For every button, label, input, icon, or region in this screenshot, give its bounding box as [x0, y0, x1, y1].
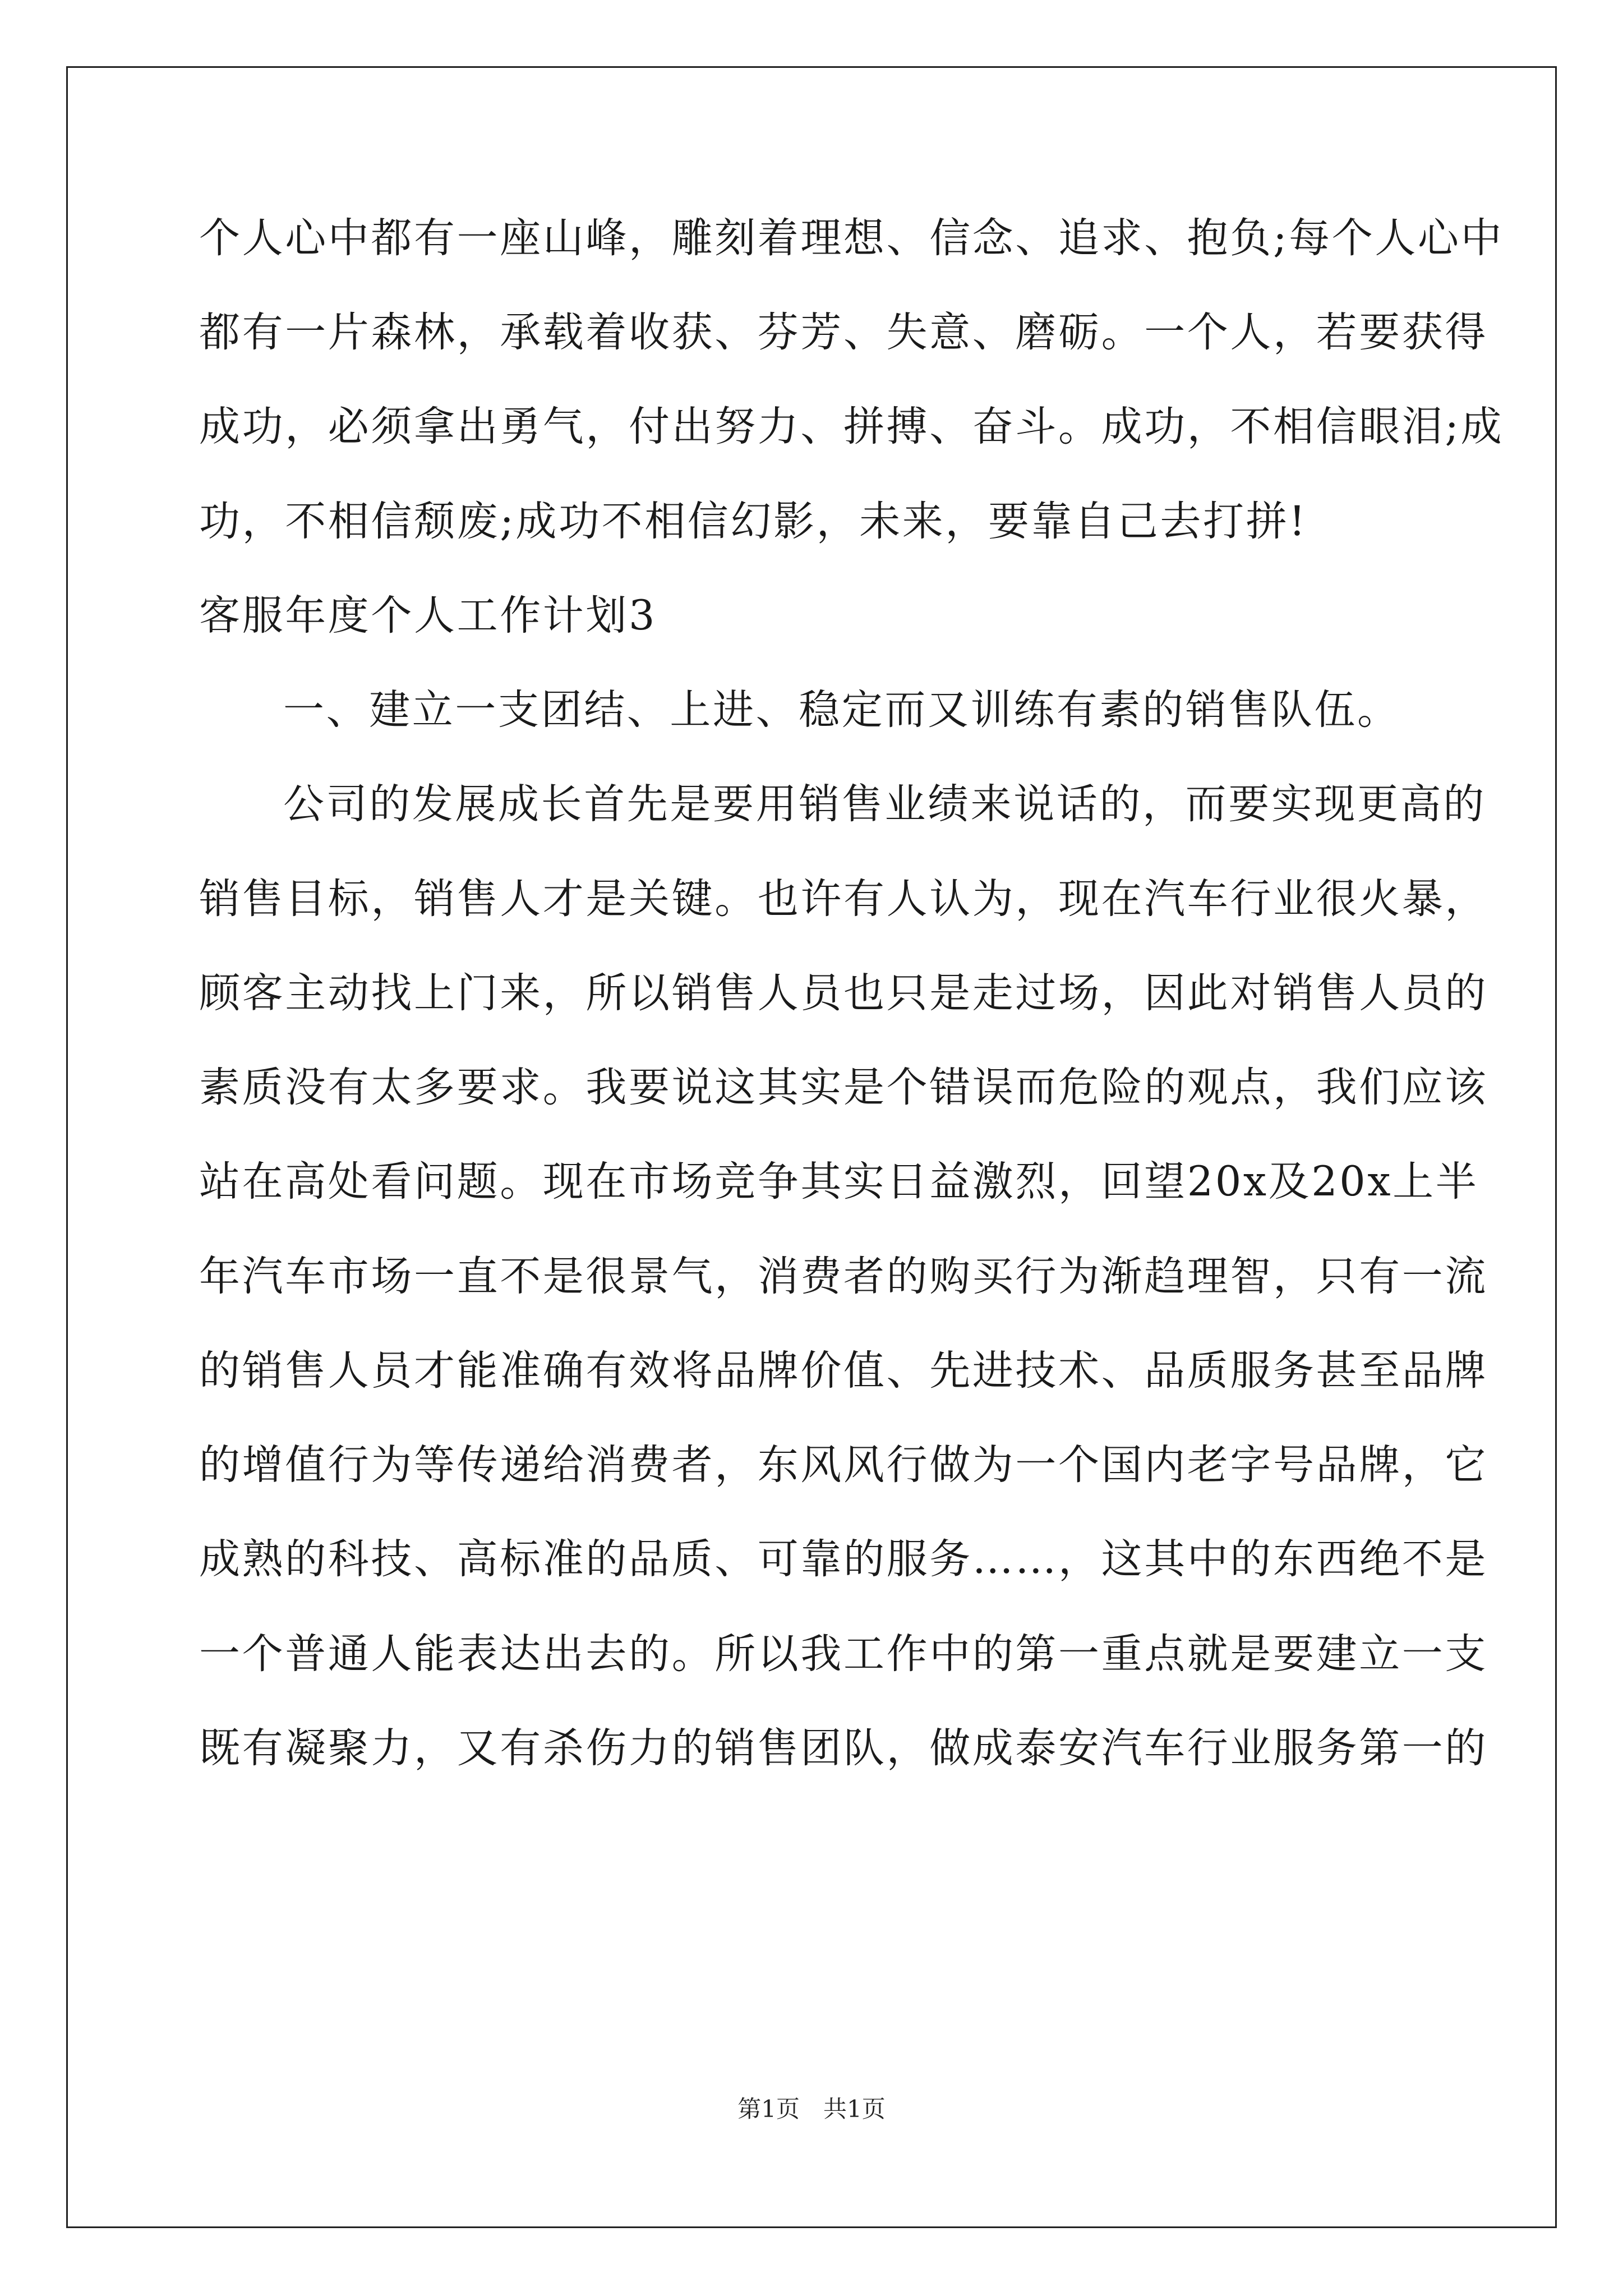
text-line: 站在高处看问题。现在市场竞争其实日益激烈，回望20x及20x上半	[199, 1158, 1479, 1205]
text-line: 既有凝聚力，又有杀伤力的销售团队，做成泰安汽车行业服务第一的	[199, 1724, 1488, 1772]
text-line: 个人心中都有一座山峰，雕刻着理想、信念、追求、抱负;每个人心中	[199, 214, 1504, 262]
text-line: 年汽车市场一直不是很景气，消费者的购买行为渐趋理智，只有一流	[199, 1253, 1488, 1300]
text-line: 一个普通人能表达出去的。所以我工作中的第一重点就是要建立一支	[199, 1630, 1488, 1678]
text-line: 都有一片森林，承载着收获、芬芳、失意、磨砺。一个人，若要获得	[199, 309, 1488, 356]
text-line: 的增值行为等传递给消费者，东风风行做为一个国内老字号品牌，它	[199, 1441, 1488, 1489]
section-heading: 客服年度个人工作计划3	[199, 592, 657, 639]
text-line: 的销售人员才能准确有效将品牌价值、先进技术、品质服务甚至品牌	[199, 1347, 1488, 1395]
text-line: 销售目标，销售人才是关键。也许有人认为，现在汽车行业很火暴，	[199, 875, 1488, 923]
page-footer: 第1页 共1页	[737, 2095, 886, 2123]
page-border	[66, 66, 1557, 2228]
subheading: 一、建立一支团结、上进、稳定而又训练有素的销售队伍。	[283, 686, 1400, 734]
text-line: 功，不相信颓废;成功不相信幻影，未来，要靠自己去打拼!	[199, 498, 1308, 545]
text-line: 成功，必须拿出勇气，付出努力、拼搏、奋斗。成功，不相信眼泪;成	[199, 403, 1504, 450]
text-line: 成熟的科技、高标准的品质、可靠的服务……，这其中的东西绝不是	[199, 1535, 1488, 1583]
text-line: 顾客主动找上门来，所以销售人员也只是走过场，因此对销售人员的	[199, 969, 1488, 1017]
text-line: 公司的发展成长首先是要用销售业绩来说话的，而要实现更高的	[283, 780, 1486, 828]
text-line: 素质没有太多要求。我要说这其实是个错误而危险的观点，我们应该	[199, 1064, 1488, 1111]
